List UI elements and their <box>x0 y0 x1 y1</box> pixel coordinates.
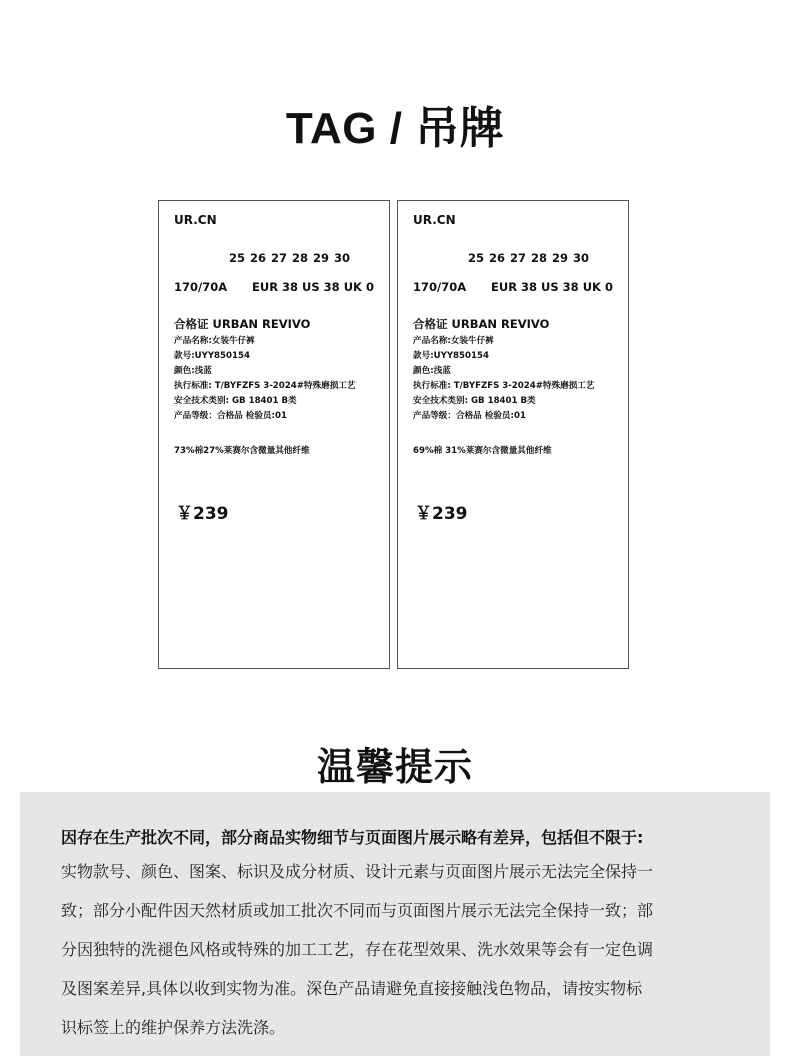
tag-fit: 170/70A <box>174 280 228 294</box>
tag-style-no: 款号:UYY850154 <box>413 351 489 361</box>
tag-standard: 执行标准: T/BYFZFS 3-2024#特殊磨损工艺 <box>413 381 595 391</box>
tag-intl-size: EUR 38 US 38 UK 0 <box>252 280 374 294</box>
hang-tag-2 <box>397 200 629 669</box>
tag-size-spec <box>413 280 613 294</box>
tag-style-no: 款号:UYY850154 <box>174 351 250 361</box>
tag-color: 颜色:浅蓝 <box>174 366 212 376</box>
notice-line: 致；部分小配件因天然材质或加工批次不同而与页面图片展示无法完全保持一致；部 <box>61 901 654 920</box>
notice-body <box>61 858 741 1053</box>
tag-size-range: 25 26 27 28 29 30 <box>468 251 590 265</box>
tag-color: 颜色:浅蓝 <box>413 366 451 376</box>
notice-title: 温馨提示 <box>316 745 473 789</box>
notice-box <box>20 792 770 1056</box>
tag-intl-size: EUR 38 US 38 UK 0 <box>491 280 613 294</box>
tag-grade: 产品等级：合格品 检验员:01 <box>413 411 526 421</box>
notice-line: 及图案差异,具体以收到实物为准。深色产品请避免直接接触浅色物品，请按实物标 <box>61 979 643 998</box>
tag-product-name: 产品名称:女装牛仔裤 <box>174 336 255 346</box>
tag-standard: 执行标准: T/BYFZFS 3-2024#特殊磨损工艺 <box>174 381 356 391</box>
tag-price: ￥239 <box>415 504 468 524</box>
tag-fabric: 69%棉 31%莱赛尔含微量其他纤维 <box>413 446 552 456</box>
tag-title-chinese: 吊牌 <box>415 103 505 154</box>
tag-title-latin: TAG <box>285 104 377 153</box>
tag-safety: 安全技术类别: GB 18401 B类 <box>174 396 297 406</box>
tag-brand: UR.CN <box>174 213 217 227</box>
tag-price: ￥239 <box>176 504 229 524</box>
tag-fabric: 73%棉27%莱赛尔含微量其他纤维 <box>174 446 310 456</box>
tag-size-spec <box>174 280 374 294</box>
notice-line: 分因独特的洗褪色风格或特殊的加工工艺，存在花型效果、洗水效果等会有一定色调 <box>61 940 654 959</box>
notice-line: 识标签上的维护保养方法洗涤。 <box>61 1018 286 1037</box>
tag-section-title <box>0 92 790 156</box>
notice-lead: 因存在生产批次不同，部分商品实物细节与页面图片展示略有差异，包括但不限于: <box>61 828 644 847</box>
tag-grade: 产品等级：合格品 检验员:01 <box>174 411 287 421</box>
tag-product-name: 产品名称:女装牛仔裤 <box>413 336 494 346</box>
tag-certificate: 合格证 URBAN REVIVO <box>413 317 550 331</box>
tag-fit: 170/70A <box>413 280 467 294</box>
tag-certificate: 合格证 URBAN REVIVO <box>174 317 311 331</box>
notice-line: 实物款号、颜色、图案、标识及成分材质、设计元素与页面图片展示无法完全保持一 <box>61 862 654 881</box>
tag-size-range: 25 26 27 28 29 30 <box>229 251 351 265</box>
hang-tag-1 <box>158 200 390 669</box>
tag-safety: 安全技术类别: GB 18401 B类 <box>413 396 536 406</box>
tag-brand: UR.CN <box>413 213 456 227</box>
tag-title-separator: / <box>376 104 416 153</box>
